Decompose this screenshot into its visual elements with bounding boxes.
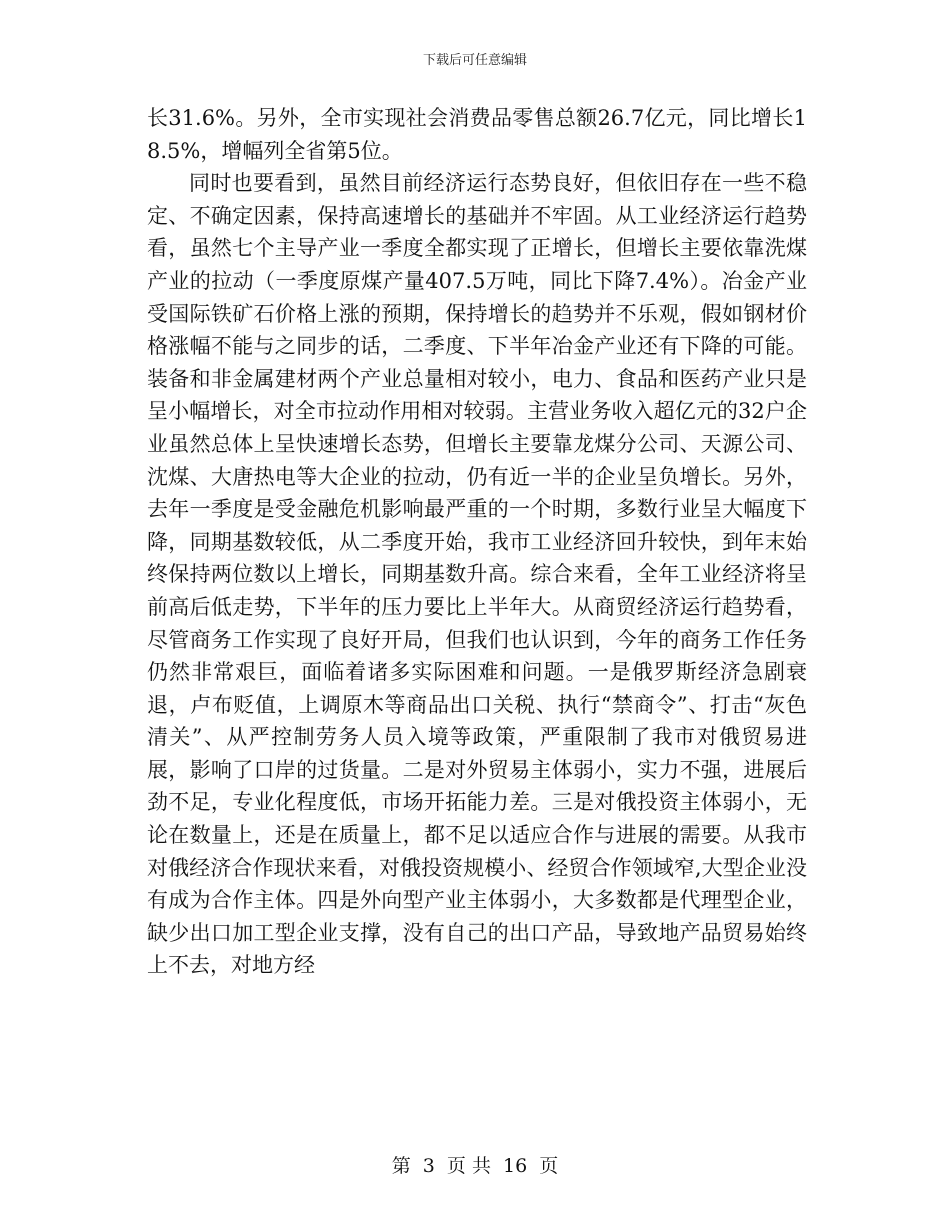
paragraph-economic-risks: 同时也要看到，虽然目前经济运行态势良好，但依旧存在一些不稳定、不确定因素，保持高速增长的基础并不牢固。从工业经济运行趋势看，虽然七个主导产业一季度全都实现了正增长，但增长主要依靠洗煤产业的拉动（一季度原煤产量407.5万吨，同比下降7.4%）。冶金产业受国际铁矿石价格上涨的预期，保持增长的趋势并不乐观，假如钢材价格涨幅不能与之同步的话，二季度、下半年冶金产业还有下降的可能。装备和非金属建材两个产业总量相对较小，电力、食品和医药产业只是呈小幅增长，对全市拉动作用相对较弱。主营业务收入超亿元的32户企业虽然总体上呈快速增长态势，但增长主要靠龙煤分公司、天源公司、沈煤、大唐热电等大企业的拉动，仍有近一半的企业呈负增长。另外，去年一季度是受金融危机影响最严重的一个时期，多数行业呈大幅度下降，同期基数较低，从二季度开始，我市工业经济回升较快，到年末始终保持两位数以上增长，同期基数升高。综合来看，全年工业经济将呈前高后低走势，下半年的压力要比上半年大。从商贸经济运行趋势看，尽管商务工作实现了良好开局，但我们也认识到，今年的商务工作任务仍然非常艰巨，面临着诸多实际困难和问题。一是俄罗斯经济急剧衰退，卢布贬值，上调原木等商品出口关税、执行“禁商令”、打击“灰色清关”、从严控制劳务人员入境等政策，严重限制了我市对俄贸易进展，影响了口岸的过货量。二是对外贸易主体弱小，实力不强，进展后劲不足，专业化程度低，市场开拓能力差。三是对俄投资主体弱小，无论在数量上，还是在质量上，都不足以适应合作与进展的需要。从我市对俄经济合作现状来看，对俄投资规模小、经贸合作领域窄,大型企业没有成为合作主体。四是外向型产业主体弱小，大多数都是代理型企业，缺少出口加工型企业支撑，没有自己的出口产品，导致地产品贸易始终上不去，对地方经 <box>147 171 807 978</box>
footer-suffix: 页 <box>539 1155 559 1177</box>
footer-middle: 页 共 <box>446 1155 491 1177</box>
page-number-footer <box>0 1154 950 1178</box>
page-header-note: 下载后可任意编辑 <box>422 53 527 68</box>
paragraph-continued: 长31.6%。另外，全市实现社会消费品零售总额26.7亿元，同比增长18.5%，增幅列全省第5位。 <box>147 106 807 163</box>
current-page-number: 3 <box>422 1155 435 1177</box>
document-body <box>147 102 807 982</box>
footer-prefix: 第 <box>391 1155 411 1177</box>
total-page-count: 16 <box>503 1155 528 1177</box>
